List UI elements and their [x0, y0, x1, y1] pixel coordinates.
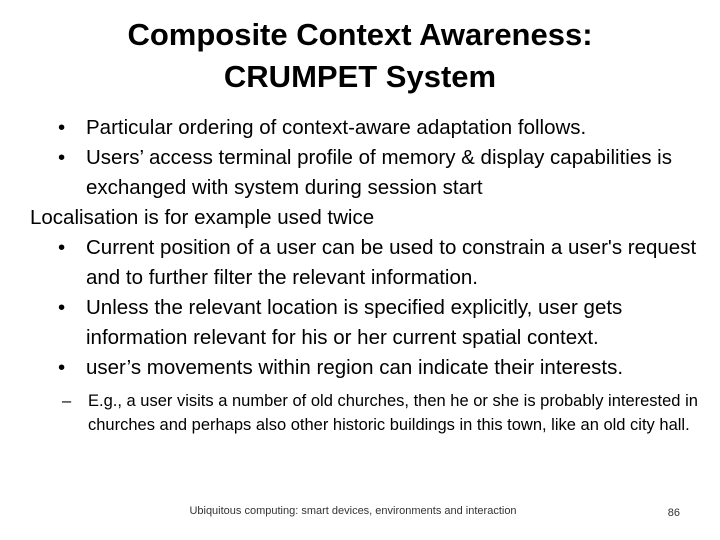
bullet-text: Users’ access terminal profile of memory & display capabilities is exchanged with system during session start	[86, 146, 672, 199]
bullet-marker: •	[58, 296, 66, 319]
bullet-marker: •	[58, 356, 66, 379]
bullet-text: Unless the relevant location is specified explicitly, user gets information relevant for his or her current spatial context.	[86, 296, 623, 349]
slide-footer: Ubiquitous computing: smart devices, environments and interaction	[189, 505, 517, 517]
bullet-item	[30, 293, 700, 353]
title-line-2: CRUMPET System	[223, 59, 497, 94]
sub-bullet-item	[30, 389, 700, 437]
bullet-item	[30, 113, 700, 143]
sub-bullet-text: E.g., a user visits a number of old churches, then he or she is probably interested in churches and perhaps also other historic buildings in this town, like an old city hall.	[88, 392, 698, 434]
plain-line: Localisation is for example used twice	[30, 206, 375, 229]
slide-body	[30, 113, 700, 437]
bullet-text: Current position of a user can be used to constrain a user's request and to further filter the relevant information.	[86, 236, 697, 289]
slide-title	[40, 14, 680, 98]
bullet-marker: •	[58, 236, 66, 259]
bullet-item	[30, 143, 700, 203]
bullet-item	[30, 353, 700, 383]
bullet-marker: •	[58, 116, 66, 139]
page-number: 86	[667, 507, 680, 519]
bullet-item	[30, 233, 700, 293]
dash-marker: –	[62, 392, 72, 410]
bullet-text: user’s movements within region can indicate their interests.	[86, 356, 624, 379]
title-line-1: Composite Context Awareness:	[127, 17, 593, 52]
bullet-marker: •	[58, 146, 66, 169]
bullet-text: Particular ordering of context-aware adaptation follows.	[86, 116, 587, 139]
